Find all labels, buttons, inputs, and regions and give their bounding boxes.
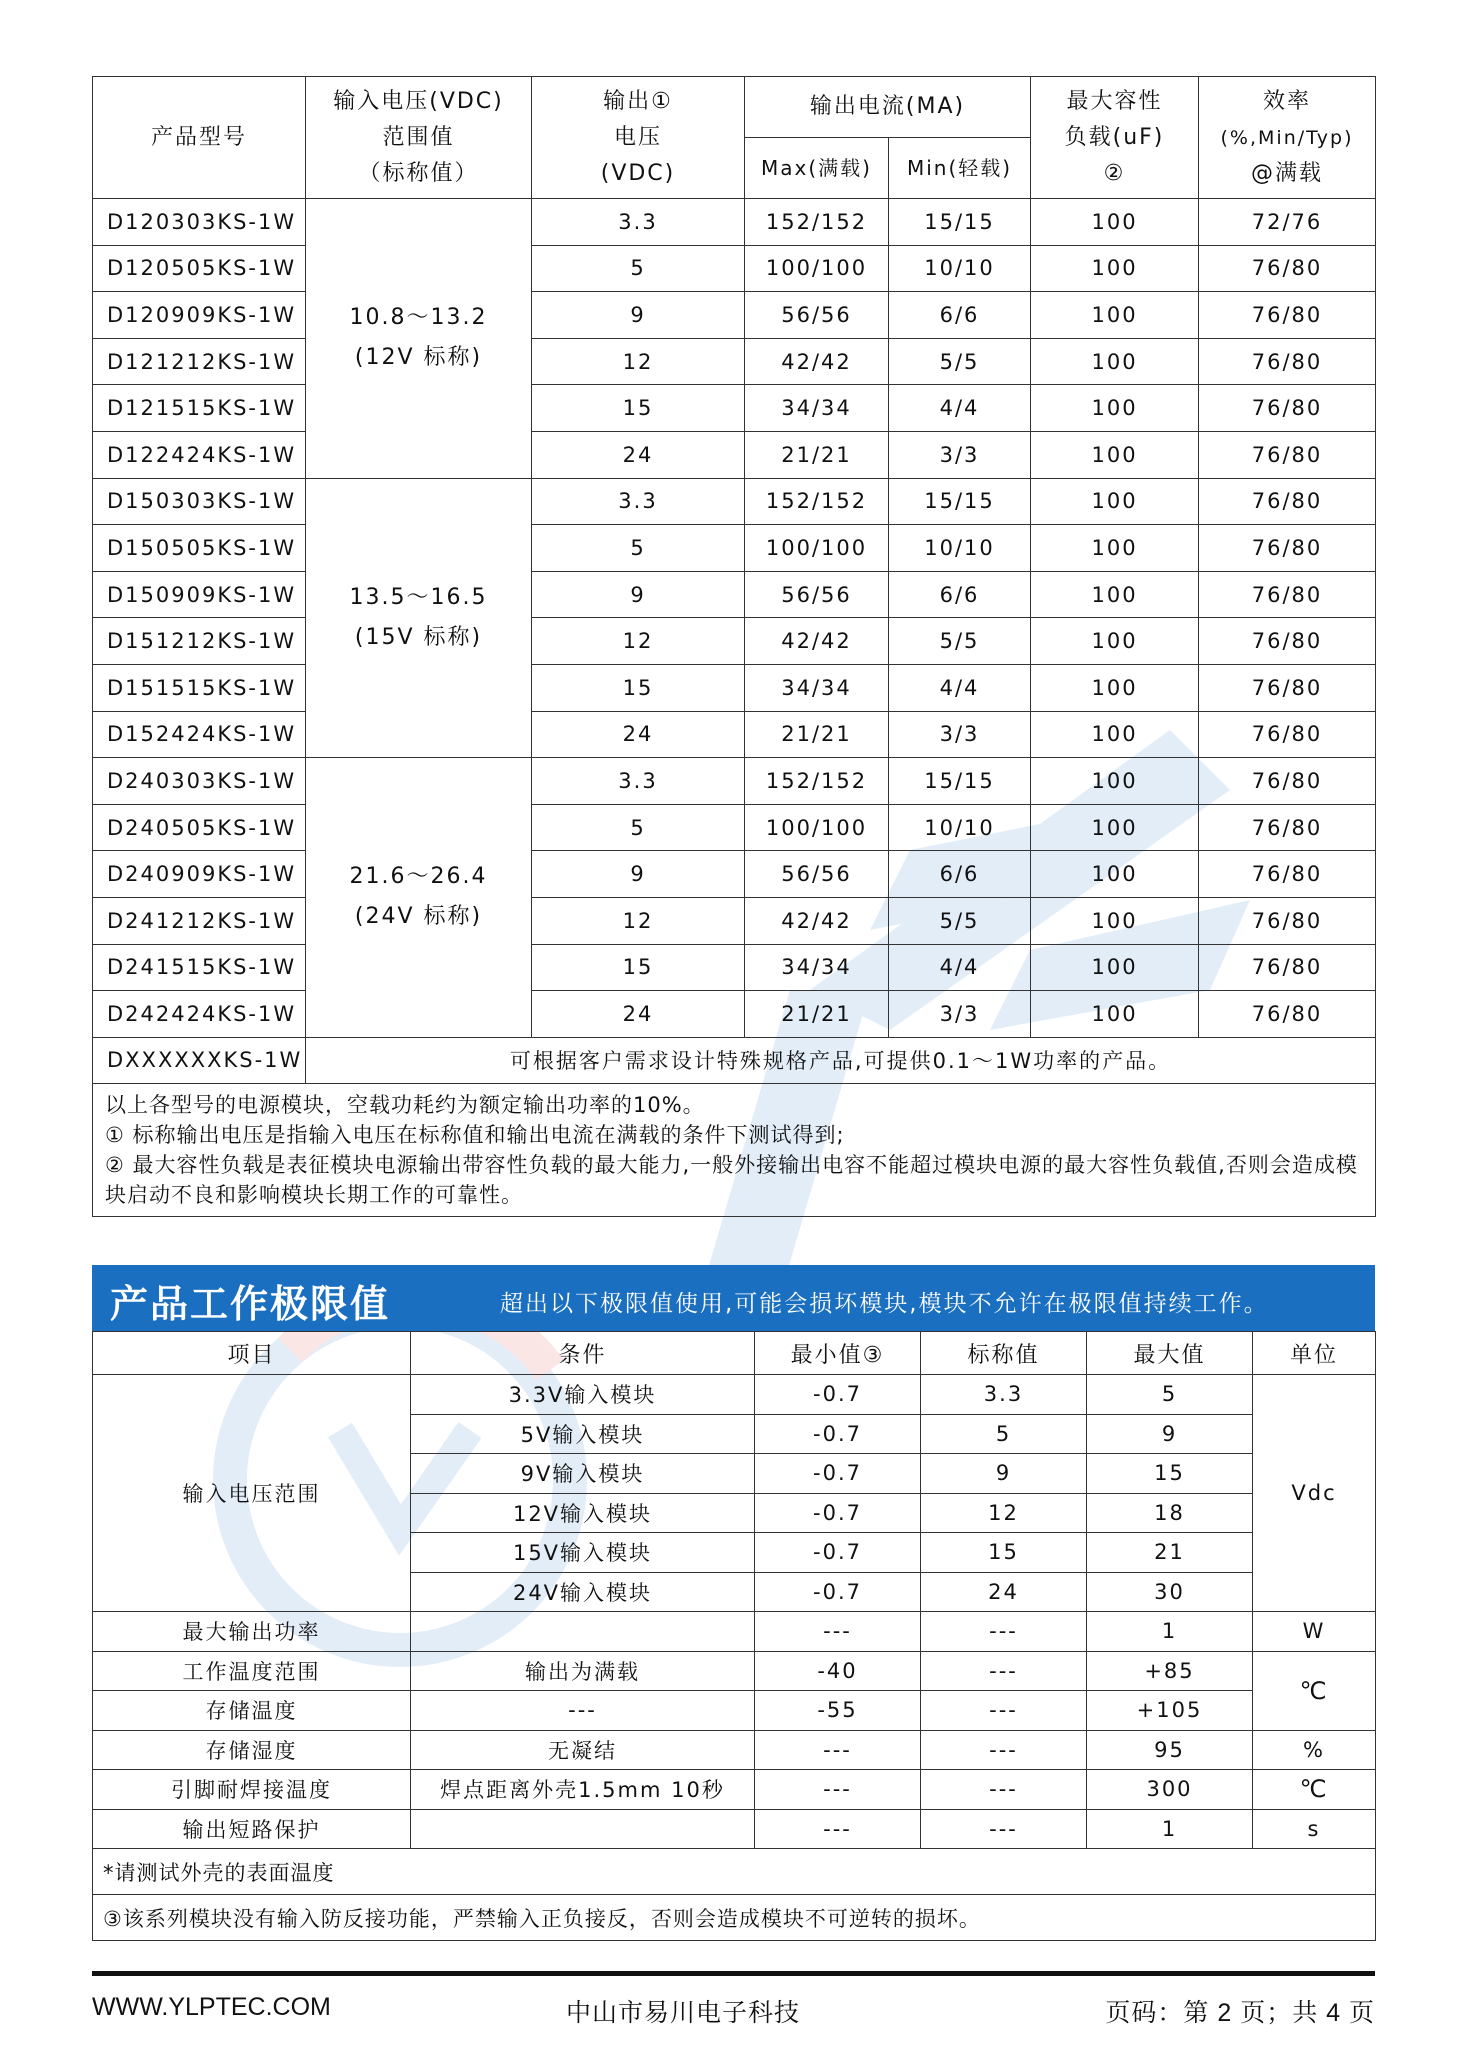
- limits-subtitle: 超出以下极限值使用,可能会损坏模块,模块不允许在极限值持续工作。: [500, 1291, 1269, 1317]
- input-range-cell: [306, 478, 532, 758]
- efficiency-cell: 76/80: [1199, 758, 1376, 805]
- current-min-cell: 3/3: [889, 711, 1031, 758]
- ir-cond: 3.3V输入模块: [411, 1375, 755, 1415]
- model-cell: D121515KS-1W: [93, 385, 306, 432]
- efficiency-cell: 76/80: [1199, 711, 1376, 758]
- output-voltage-cell: 24: [532, 431, 745, 478]
- ir-min: -0.7: [755, 1454, 921, 1494]
- current-min-cell: 6/6: [889, 851, 1031, 898]
- efficiency-cell: 76/80: [1199, 245, 1376, 292]
- ir-nom: 12: [921, 1493, 1087, 1533]
- current-max-cell: 42/42: [745, 897, 889, 944]
- input-range-unit: Vdc: [1253, 1375, 1376, 1612]
- input-range-nominal: (12V 标称): [354, 345, 483, 371]
- solder-cond: 焊点距离外壳1.5mm 10秒: [411, 1770, 755, 1810]
- ir-cond: 5V输入模块: [411, 1414, 755, 1454]
- current-min-cell: 5/5: [889, 897, 1031, 944]
- limits-note-2: ③该系列模块没有输入防反接功能，严禁输入正负接反，否则会造成模块不可逆转的损坏。: [93, 1895, 1376, 1941]
- temp-unit: ℃: [1253, 1651, 1376, 1730]
- current-max-cell: 152/152: [745, 478, 889, 525]
- max-cap-cell: 100: [1031, 199, 1199, 246]
- model-cell: D121212KS-1W: [93, 338, 306, 385]
- output-voltage-cell: 9: [532, 851, 745, 898]
- humidity-min: ---: [755, 1730, 921, 1770]
- spec-row: [93, 664, 1376, 711]
- efficiency-cell: 76/80: [1199, 897, 1376, 944]
- max-cap-cell: 100: [1031, 851, 1199, 898]
- spec-row: [93, 804, 1376, 851]
- max-cap-cell: 100: [1031, 897, 1199, 944]
- ir-nom: 5: [921, 1414, 1087, 1454]
- spec-row: [93, 758, 1376, 805]
- ir-min: -0.7: [755, 1414, 921, 1454]
- current-min-cell: 5/5: [889, 338, 1031, 385]
- spec-row: [93, 618, 1376, 665]
- ir-nom: 15: [921, 1533, 1087, 1573]
- max-power-unit: W: [1253, 1612, 1376, 1652]
- input-range-cell: [306, 758, 532, 1038]
- model-cell: D152424KS-1W: [93, 711, 306, 758]
- efficiency-cell: 76/80: [1199, 804, 1376, 851]
- output-voltage-cell: 3.3: [532, 758, 745, 805]
- current-max-cell: 21/21: [745, 431, 889, 478]
- current-max-cell: 100/100: [745, 245, 889, 292]
- current-min-cell: 15/15: [889, 199, 1031, 246]
- custom-text: 可根据客户需求设计特殊规格产品,可提供0.1～1W功率的产品。: [306, 1037, 1376, 1084]
- storage-temp-cond: ---: [411, 1691, 755, 1731]
- efficiency-cell: 76/80: [1199, 944, 1376, 991]
- max-power-nom: ---: [921, 1612, 1087, 1652]
- current-max-cell: 100/100: [745, 525, 889, 572]
- current-min-cell: 6/6: [889, 292, 1031, 339]
- current-min-cell: 3/3: [889, 431, 1031, 478]
- spec-row: [93, 199, 1376, 246]
- spec-row: [93, 478, 1376, 525]
- efficiency-cell: 76/80: [1199, 525, 1376, 572]
- current-min-cell: 5/5: [889, 618, 1031, 665]
- ir-max: 15: [1087, 1454, 1253, 1494]
- output-voltage-cell: 3.3: [532, 199, 745, 246]
- model-cell: D120909KS-1W: [93, 292, 306, 339]
- footer-company: 中山市易川电子科技: [566, 1999, 801, 2027]
- spec-body: [93, 199, 1376, 1038]
- max-cap-cell: 100: [1031, 758, 1199, 805]
- output-voltage-cell: 5: [532, 804, 745, 851]
- efficiency-cell: 76/80: [1199, 292, 1376, 339]
- humidity-max: 95: [1087, 1730, 1253, 1770]
- efficiency-cell: 76/80: [1199, 664, 1376, 711]
- input-range-nominal: (24V 标称): [354, 904, 483, 930]
- current-min-cell: 10/10: [889, 245, 1031, 292]
- output-voltage-cell: 24: [532, 711, 745, 758]
- spec-row: [93, 571, 1376, 618]
- header-current-min: Min(轻载): [889, 138, 1031, 199]
- efficiency-cell: 76/80: [1199, 991, 1376, 1038]
- current-max-cell: 42/42: [745, 338, 889, 385]
- limits-title: 产品工作极限值: [110, 1282, 391, 1326]
- lh-nom: 标称值: [921, 1332, 1087, 1375]
- header-input-voltage: 输入电压(VDC) 范围值 （标称值）: [306, 77, 532, 199]
- max-cap-cell: 100: [1031, 385, 1199, 432]
- max-cap-cell: 100: [1031, 664, 1199, 711]
- humidity-nom: ---: [921, 1730, 1087, 1770]
- output-voltage-cell: 12: [532, 897, 745, 944]
- ir-nom: 3.3: [921, 1375, 1087, 1415]
- max-cap-cell: 100: [1031, 338, 1199, 385]
- efficiency-cell: 76/80: [1199, 851, 1376, 898]
- short-item: 输出短路保护: [93, 1809, 411, 1849]
- ir-min: -0.7: [755, 1493, 921, 1533]
- header-model: 产品型号: [93, 77, 306, 199]
- header-current-max: Max(满载): [745, 138, 889, 199]
- output-voltage-cell: 15: [532, 664, 745, 711]
- ir-min: -0.7: [755, 1533, 921, 1573]
- output-voltage-cell: 15: [532, 385, 745, 432]
- efficiency-cell: 72/76: [1199, 199, 1376, 246]
- lh-condition: 条件: [411, 1332, 755, 1375]
- op-temp-cond: 输出为满载: [411, 1651, 755, 1691]
- ir-max: 9: [1087, 1414, 1253, 1454]
- limits-banner: [92, 1265, 1375, 1331]
- spec-table: [92, 76, 1376, 1217]
- solder-max: 300: [1087, 1770, 1253, 1810]
- current-max-cell: 34/34: [745, 944, 889, 991]
- current-max-cell: 100/100: [745, 804, 889, 851]
- model-cell: D120303KS-1W: [93, 199, 306, 246]
- footer-website[interactable]: WWW.YLPTEC.COM: [92, 1993, 331, 2021]
- note-2: ② 最大容性负载是表征模块电源输出带容性负载的最大能力,一般外接输出电容不能超过模块电源的最大容性负载值,否则会造成模块启动不良和影响模块长期工作的可靠性。: [105, 1153, 1358, 1208]
- humidity-item: 存储湿度: [93, 1730, 411, 1770]
- output-voltage-cell: 9: [532, 571, 745, 618]
- max-cap-cell: 100: [1031, 571, 1199, 618]
- ir-nom: 24: [921, 1572, 1087, 1612]
- input-range-item: 输入电压范围: [93, 1375, 411, 1612]
- op-temp-nom: ---: [921, 1651, 1087, 1691]
- limits-note-1: *请测试外壳的表面温度: [93, 1849, 1376, 1895]
- spec-row: [93, 431, 1376, 478]
- ir-cond: 15V输入模块: [411, 1533, 755, 1573]
- solder-item: 引脚耐焊接温度: [93, 1770, 411, 1810]
- ir-cond: 9V输入模块: [411, 1454, 755, 1494]
- header-output-current: 输出电流(MA): [745, 77, 1031, 138]
- output-voltage-cell: 12: [532, 338, 745, 385]
- humidity-unit: %: [1253, 1730, 1376, 1770]
- header-max-cap: 最大容性 负载(uF) ②: [1031, 77, 1199, 199]
- input-range-value: 21.6～26.4: [349, 864, 488, 890]
- spec-row: [93, 338, 1376, 385]
- output-voltage-cell: 9: [532, 292, 745, 339]
- humidity-cond: 无凝结: [411, 1730, 755, 1770]
- spec-row: [93, 991, 1376, 1038]
- model-cell: D150303KS-1W: [93, 478, 306, 525]
- output-voltage-cell: 3.3: [532, 478, 745, 525]
- efficiency-cell: 76/80: [1199, 618, 1376, 665]
- current-max-cell: 152/152: [745, 199, 889, 246]
- max-power-min: ---: [755, 1612, 921, 1652]
- current-max-cell: 56/56: [745, 851, 889, 898]
- spec-row: [93, 385, 1376, 432]
- max-cap-cell: 100: [1031, 944, 1199, 991]
- efficiency-cell: 76/80: [1199, 338, 1376, 385]
- ir-min: -0.7: [755, 1572, 921, 1612]
- storage-temp-nom: ---: [921, 1691, 1087, 1731]
- ir-nom: 9: [921, 1454, 1087, 1494]
- max-cap-cell: 100: [1031, 525, 1199, 572]
- input-range-nominal: (15V 标称): [354, 624, 483, 650]
- input-range-value: 13.5～16.5: [349, 584, 488, 610]
- current-min-cell: 4/4: [889, 385, 1031, 432]
- solder-nom: ---: [921, 1770, 1087, 1810]
- custom-model: DXXXXXXKS-1W: [93, 1037, 306, 1084]
- max-cap-cell: 100: [1031, 431, 1199, 478]
- max-power-max: 1: [1087, 1612, 1253, 1652]
- input-range-value: 10.8～13.2: [349, 305, 488, 331]
- max-cap-cell: 100: [1031, 711, 1199, 758]
- current-min-cell: 4/4: [889, 664, 1031, 711]
- op-temp-item: 工作温度范围: [93, 1651, 411, 1691]
- model-cell: D240909KS-1W: [93, 851, 306, 898]
- current-min-cell: 15/15: [889, 758, 1031, 805]
- op-temp-min: -40: [755, 1651, 921, 1691]
- current-min-cell: 15/15: [889, 478, 1031, 525]
- current-max-cell: 34/34: [745, 385, 889, 432]
- footer-rule: [92, 1971, 1375, 1976]
- solder-unit: ℃: [1253, 1770, 1376, 1810]
- ir-cond: 12V输入模块: [411, 1493, 755, 1533]
- solder-min: ---: [755, 1770, 921, 1810]
- current-min-cell: 6/6: [889, 571, 1031, 618]
- spec-row: [93, 292, 1376, 339]
- current-min-cell: 10/10: [889, 525, 1031, 572]
- current-min-cell: 3/3: [889, 991, 1031, 1038]
- footer-page: 页码：第 2 页；共 4 页: [1105, 1999, 1375, 2027]
- current-max-cell: 152/152: [745, 758, 889, 805]
- model-cell: D122424KS-1W: [93, 431, 306, 478]
- output-voltage-cell: 15: [532, 944, 745, 991]
- header-efficiency: 效率 (%,Min/Typ) @满载: [1199, 77, 1376, 199]
- header-output-voltage: 输出① 电压 (VDC): [532, 77, 745, 199]
- short-max: 1: [1087, 1809, 1253, 1849]
- max-cap-cell: 100: [1031, 991, 1199, 1038]
- model-cell: D240505KS-1W: [93, 804, 306, 851]
- lh-unit: 单位: [1253, 1332, 1376, 1375]
- ir-max: 18: [1087, 1493, 1253, 1533]
- max-cap-cell: 100: [1031, 292, 1199, 339]
- lh-max: 最大值: [1087, 1332, 1253, 1375]
- output-voltage-cell: 24: [532, 991, 745, 1038]
- current-min-cell: 4/4: [889, 944, 1031, 991]
- spec-row: [93, 711, 1376, 758]
- note-0: 以上各型号的电源模块，空载功耗约为额定输出功率的10%。: [105, 1093, 705, 1118]
- spec-notes: [93, 1084, 1376, 1217]
- max-cap-cell: 100: [1031, 245, 1199, 292]
- max-power-cond: [411, 1612, 755, 1652]
- ir-max: 5: [1087, 1375, 1253, 1415]
- max-power-item: 最大输出功率: [93, 1612, 411, 1652]
- model-cell: D150505KS-1W: [93, 525, 306, 572]
- current-max-cell: 42/42: [745, 618, 889, 665]
- storage-temp-max: +105: [1087, 1691, 1253, 1731]
- spec-row: [93, 897, 1376, 944]
- short-cond: [411, 1809, 755, 1849]
- efficiency-cell: 76/80: [1199, 571, 1376, 618]
- ir-max: 21: [1087, 1533, 1253, 1573]
- output-voltage-cell: 5: [532, 525, 745, 572]
- model-cell: D241515KS-1W: [93, 944, 306, 991]
- model-cell: D120505KS-1W: [93, 245, 306, 292]
- ir-min: -0.7: [755, 1375, 921, 1415]
- model-cell: D151515KS-1W: [93, 664, 306, 711]
- model-cell: D242424KS-1W: [93, 991, 306, 1038]
- ir-max: 30: [1087, 1572, 1253, 1612]
- spec-row: [93, 851, 1376, 898]
- storage-temp-item: 存储温度: [93, 1691, 411, 1731]
- short-nom: ---: [921, 1809, 1087, 1849]
- model-cell: D241212KS-1W: [93, 897, 306, 944]
- model-cell: D151212KS-1W: [93, 618, 306, 665]
- output-voltage-cell: 12: [532, 618, 745, 665]
- current-max-cell: 21/21: [745, 991, 889, 1038]
- limits-table: [92, 1331, 1376, 1941]
- output-voltage-cell: 5: [532, 245, 745, 292]
- op-temp-max: +85: [1087, 1651, 1253, 1691]
- efficiency-cell: 76/80: [1199, 385, 1376, 432]
- max-cap-cell: 100: [1031, 804, 1199, 851]
- note-1: ① 标称输出电压是指输入电压在标称值和输出电流在满载的条件下测试得到;: [105, 1123, 845, 1148]
- lh-item: 项目: [93, 1332, 411, 1375]
- efficiency-cell: 76/80: [1199, 431, 1376, 478]
- short-unit: s: [1253, 1809, 1376, 1849]
- efficiency-cell: 76/80: [1199, 478, 1376, 525]
- model-cell: D150909KS-1W: [93, 571, 306, 618]
- ir-cond: 24V输入模块: [411, 1572, 755, 1612]
- lh-min: 最小值③: [755, 1332, 921, 1375]
- input-range-cell: [306, 199, 532, 479]
- spec-row: [93, 525, 1376, 572]
- max-cap-cell: 100: [1031, 618, 1199, 665]
- current-max-cell: 34/34: [745, 664, 889, 711]
- storage-temp-min: -55: [755, 1691, 921, 1731]
- spec-row: [93, 245, 1376, 292]
- current-max-cell: 56/56: [745, 292, 889, 339]
- spec-row: [93, 944, 1376, 991]
- model-cell: D240303KS-1W: [93, 758, 306, 805]
- max-cap-cell: 100: [1031, 478, 1199, 525]
- short-min: ---: [755, 1809, 921, 1849]
- current-min-cell: 10/10: [889, 804, 1031, 851]
- current-max-cell: 56/56: [745, 571, 889, 618]
- current-max-cell: 21/21: [745, 711, 889, 758]
